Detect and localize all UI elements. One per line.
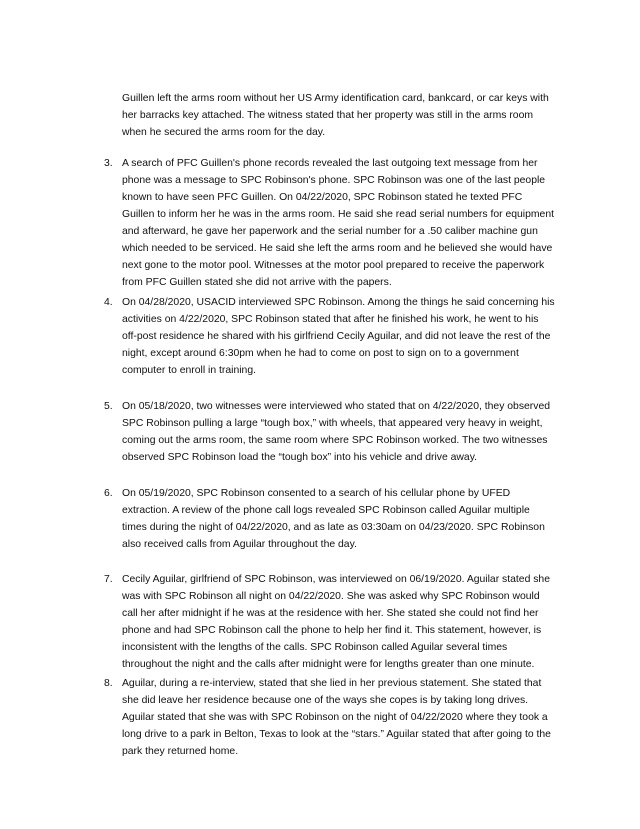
- list-item: [104, 294, 556, 379]
- list-item: [104, 571, 556, 673]
- list-item: [104, 155, 556, 291]
- list-item: [104, 398, 556, 466]
- item-number: 8.: [104, 678, 113, 689]
- item-number: 4.: [104, 297, 113, 308]
- item-number: 7.: [104, 574, 113, 585]
- continuation-paragraph: Guillen left the arms room without her US Army identification card, bankcard, or car keys with her barracks key attached. The witness stated that her property was still in the arms room when he secured the arms room for the day.: [122, 93, 549, 138]
- item-number: 3.: [104, 158, 113, 169]
- item-text: Aguilar, during a re-interview, stated that she lied in her previous statement. She stated that she did leave her residence because one of the ways she copes is by taking long drives. Aguilar stated that she was with SPC Robinson on the night of 04/22/2020 where they took a long drive to a park in Belton, Texas to look at the “stars.” Aguilar stated that after going to the park they returned home.: [122, 678, 551, 757]
- item-text: On 04/28/2020, USACID interviewed SPC Robinson. Among the things he said concerning his activities on 4/22/2020, SPC Robinson stated that after he finished his work, he went to his off-post residence he shared with his girlfriend Cecily Aguilar, and did not leave the rest of the night, except around 6:30pm when he had to come on post to sign on to a government computer to enroll in training.: [122, 297, 555, 376]
- item-text: A search of PFC Guillen's phone records revealed the last outgoing text message from her phone was a message to SPC Robinson's phone. SPC Robinson was one of the last people known to have seen PFC Guillen. On 04/22/2020, SPC Robinson stated he texted PFC Guillen to inform her he was in the arms room. He said she read serial numbers for equipment and afterward, he gave her paperwork and the serial number for a .50 caliber machine gun which needed to be serviced. He said she left the arms room and he believed she would have next gone to the motor pool. Witnesses at the motor pool prepared to receive the paperwork from PFC Guillen stated she did not arrive with the papers.: [122, 158, 554, 288]
- item-text: On 05/18/2020, two witnesses were interviewed who stated that on 4/22/2020, they observed SPC Robinson pulling a large “tough box,” with wheels, that appeared very heavy in weight, coming out the arms room, the same room where SPC Robinson worked. The two witnesses observed SPC Robinson load the “tough box” into his vehicle and drive away.: [122, 401, 551, 463]
- list-item: [104, 485, 556, 553]
- item-text: Cecily Aguilar, girlfriend of SPC Robinson, was interviewed on 06/19/2020. Aguilar stated she was with SPC Robinson all night on 04/22/2020. She was asked why SPC Robinson would call her after midnight if he was at the residence with her. She stated she could not find her phone and had SPC Robinson call the phone to help her find it. This statement, however, is inconsistent with the lengths of the calls. SPC Robinson called Aguilar several times throughout the night and the calls after midnight were for lengths greater than one minute.: [122, 574, 550, 670]
- item-number: 5.: [104, 401, 113, 412]
- item-text: On 05/19/2020, SPC Robinson consented to a search of his cellular phone by UFED extraction. A review of the phone call logs revealed SPC Robinson called Aguilar multiple times during the night of 04/22/2020, and as late as 03:30am on 04/23/2020. SPC Robinson also received calls from Aguilar throughout the day.: [122, 488, 545, 550]
- item-number: 6.: [104, 488, 113, 499]
- list-item: [104, 675, 556, 760]
